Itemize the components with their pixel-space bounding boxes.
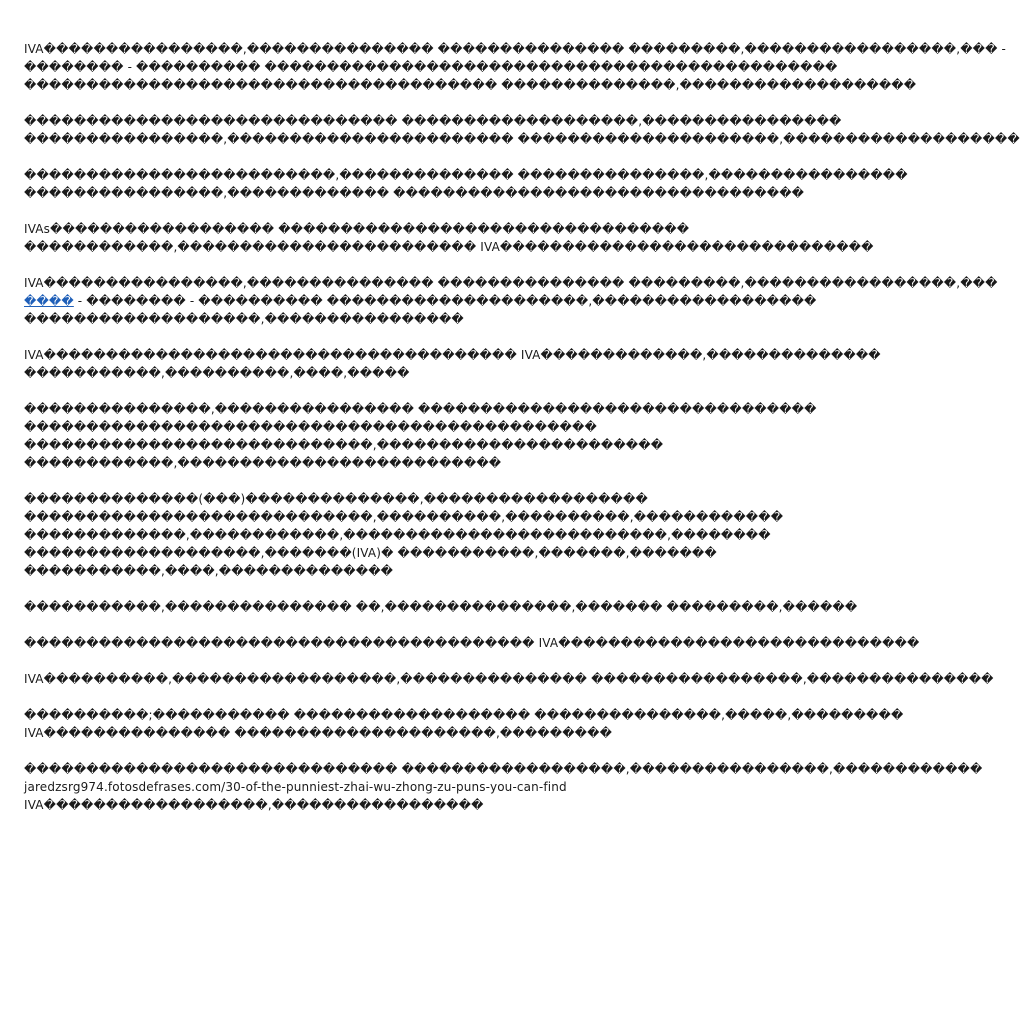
text-run: ������������������������������ ������������������,����������������,������������: [24, 762, 983, 776]
text-line: [24, 112, 842, 130]
paragraph: [24, 400, 817, 472]
text-run: IVA��������������� ���������������������,���������: [24, 726, 613, 740]
text-line: [24, 76, 917, 94]
text-run: �������������������������,�������������� ���������������,����������������: [24, 168, 908, 182]
text-run: IVA������������������,�����������������: [24, 798, 484, 812]
text-line: [24, 544, 717, 562]
text-run: �������� - ���������� ����������������������������������������������: [24, 60, 838, 74]
text-line: [24, 220, 696, 238]
text-line: [24, 760, 983, 778]
text-line: [24, 292, 817, 310]
text-run: ������������,��������������������������: [24, 456, 502, 470]
text-run: IVA�������������������������������������� IVA�������������,��������������: [24, 348, 881, 362]
paragraph: [24, 670, 994, 688]
text-line: [24, 40, 1007, 58]
text-run: ������������������������������ �������������������,����������������: [24, 114, 842, 128]
text-line: [24, 634, 920, 652]
text-run: �����������,��������������� ��,���������������,������� ���������,������: [24, 600, 858, 614]
paragraph: [24, 634, 920, 652]
text-line: [24, 598, 858, 616]
paragraph: [24, 40, 1007, 94]
paragraph: [24, 166, 908, 202]
text-line: [24, 706, 904, 724]
paragraph: [24, 220, 874, 256]
text-line: [24, 724, 696, 742]
paragraph: [24, 112, 1020, 148]
text-line: [24, 238, 874, 256]
text-line: [24, 436, 696, 454]
text-run: �������������������������������������� ��������������,�������������������: [24, 78, 917, 92]
text-line: [24, 310, 696, 328]
inline-link[interactable]: ����: [24, 294, 74, 308]
text-line: [24, 184, 805, 202]
text-line: [24, 778, 696, 796]
paragraph: [24, 706, 904, 742]
text-line: [24, 562, 696, 580]
text-run: �������������������,����������������: [24, 312, 464, 326]
text-line: [24, 454, 696, 472]
text-run: IVA����������������,��������������� ��������������� ���������,�����������������,���: [24, 276, 998, 290]
text-line: [24, 508, 784, 526]
text-run: �������������,������������,��������������������������,��������: [24, 528, 771, 542]
text-line: [24, 526, 771, 544]
text-line: [24, 490, 696, 508]
text-line: [24, 166, 908, 184]
text-run: ����������������������������,�����������������������: [24, 438, 664, 452]
text-run: ����������;����������� ������������������� ���������������,�����,���������: [24, 708, 904, 722]
text-run: �����������,����,��������������: [24, 564, 394, 578]
text-line: [24, 418, 696, 436]
text-run: ����������������������������,����������,����������,������������: [24, 510, 784, 524]
text-run: IVA����������������,��������������� ��������������� ���������,�����������������,��� -: [24, 42, 1007, 56]
text-run: IVAs������������������ ���������������������������������: [24, 222, 690, 236]
text-run: ���������������,���������������� ��������������������������������: [24, 402, 817, 416]
text-line: [24, 58, 838, 76]
text-line: [24, 274, 998, 292]
paragraph: [24, 274, 998, 328]
text-line: [24, 130, 1020, 148]
text-run: IVA����������,������������������,��������������� �����������������,���������������: [24, 672, 994, 686]
text-line: [24, 400, 817, 418]
text-run: ��������������(���)��������������,������������������: [24, 492, 648, 506]
text-run: ����������������,������������� ���������������������������������: [24, 186, 805, 200]
text-run: ����������������������������������������� IVA�����������������������������: [24, 636, 920, 650]
text-run: �������������������,�������(IVA)� �����������,�������,�������: [24, 546, 717, 560]
text-run: ������������,������������������������ IVA������������������������������: [24, 240, 874, 254]
paragraph: [24, 598, 858, 616]
text-run: - �������� - ���������� ���������������������,������������������: [73, 294, 817, 308]
text-run: ����������������,����������������������� ���������������������,�������������������: [24, 132, 1020, 146]
text-line: [24, 364, 696, 382]
text-run: ����������������������������������������������: [24, 420, 597, 434]
text-line: [24, 796, 696, 814]
document-body: [24, 40, 1020, 832]
text-run: jaredzsrg974.fotosdefrases.com/30-of-the-punniest-zhai-wu-zhong-zu-puns-you-can-find: [24, 780, 567, 794]
paragraph: [24, 760, 983, 814]
text-run: �����������,����������,����,�����: [24, 366, 410, 380]
text-line: [24, 670, 994, 688]
text-line: [24, 346, 881, 364]
paragraph: [24, 346, 881, 382]
paragraph: [24, 490, 784, 580]
